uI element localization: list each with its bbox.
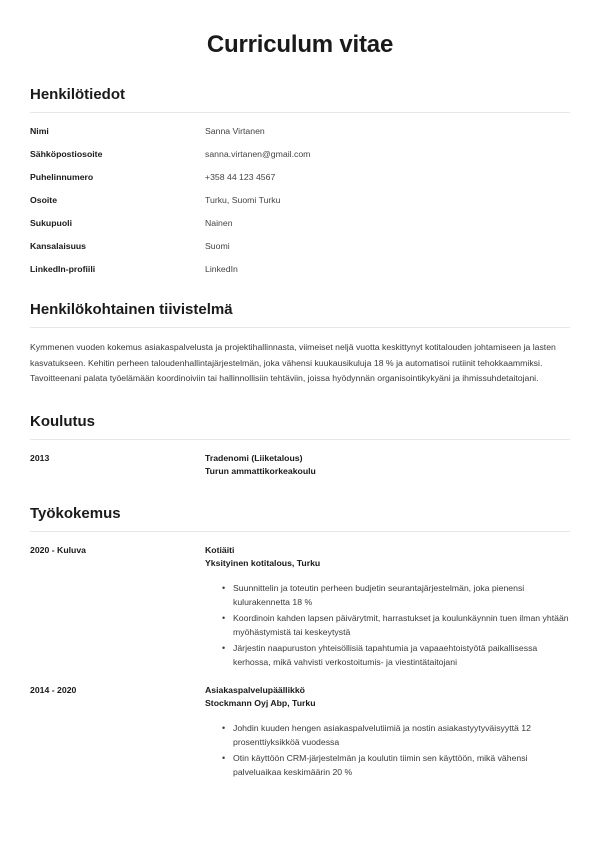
list-item (30, 148, 570, 160)
detail-label: LinkedIn-profiili (30, 264, 96, 274)
list-item (222, 721, 570, 750)
section-personal-details (30, 86, 570, 275)
detail-value: Nainen (205, 218, 233, 228)
bullet-icon: • (222, 722, 226, 733)
education-degree: Tradenomi (Liiketalous) (205, 452, 303, 463)
bullet-text: Johdin kuuden hengen asiakaspalvelutiimiä ja nostin asiakastyytyväisyyttä 12 prosenttiyksikköä vuodessa (233, 722, 531, 747)
experience-employer: Stockmann Oyj Abp, Turku (205, 698, 316, 708)
experience-entry (30, 684, 570, 781)
section-heading-summary: Henkilökohtainen tiivistelmä (30, 301, 233, 318)
education-entry-date: 2013 (30, 452, 50, 463)
detail-value: Turku, Suomi Turku (205, 195, 281, 205)
section-heading-experience: Työkokemus (30, 504, 121, 522)
list-item (30, 263, 570, 275)
summary-paragraph: Kymmenen vuoden kokemus asiakaspalvelusta ja projektihallinnasta, viimeiset neljä vuotta keskittynyt kotitalouden johtamiseen ja lasten kasvatukseen. Kehitin perheen taloudenhallintajärjestelmän, joka vähensi kuukausikuluja 18 % ja automatisoi rutiinit tehokkaammiksi. Tavoitteenani palata työelämään koordinoiviin tai hallinnollisiin tehtäviin, joissa hyödynnän organisointikykyäni ja ihmissuhdetaitojani. (30, 342, 556, 383)
detail-value: +358 44 123 4567 (205, 172, 276, 182)
experience-bullet-list (205, 721, 570, 780)
experience-entry-body (205, 684, 570, 781)
list-item (30, 125, 570, 137)
bullet-icon: • (222, 752, 226, 763)
education-entry-body (205, 452, 570, 479)
personal-details-list (30, 125, 570, 275)
section-education (30, 413, 570, 479)
experience-entry-date: 2014 - 2020 (30, 684, 77, 695)
bullet-icon: • (222, 582, 226, 593)
list-item (222, 611, 570, 640)
education-entry (30, 452, 570, 479)
section-work-experience (30, 505, 570, 781)
section-divider-experience (30, 531, 570, 532)
detail-label: Osoite (30, 195, 58, 205)
experience-entry-date: 2020 - Kuluva (30, 544, 87, 555)
list-item (222, 751, 570, 780)
list-item (222, 581, 570, 610)
list-item (30, 194, 570, 206)
detail-label: Sukupuoli (30, 218, 72, 228)
education-institution: Turun ammattikorkeakoulu (205, 466, 316, 476)
linkedin-profile-value[interactable]: LinkedIn (205, 264, 238, 274)
detail-value: Suomi (205, 241, 230, 251)
experience-role: Kotiäiti (205, 544, 235, 555)
bullet-text: Järjestin naapuruston yhteisöllisiä tapahtumia ja vapaaehtoistyötä paikallisessa kerhossa, mikä vahvisti verkostoitumis- ja viestintätaitojani (233, 642, 538, 667)
page-title: Curriculum vitae (206, 31, 394, 58)
list-item (30, 240, 570, 252)
section-personal-summary (30, 301, 570, 387)
bullet-icon: • (222, 612, 226, 623)
bullet-text: Otin käyttöön CRM-järjestelmän ja koulutin tiimin sen käyttöön, mikä vähensi palveluaikaa keskimäärin 20 % (233, 752, 528, 777)
list-item (222, 641, 570, 670)
section-divider-personal (30, 112, 570, 113)
section-heading-personal-details: Henkilötiedot (30, 86, 126, 103)
section-heading-education: Koulutus (30, 412, 95, 430)
bullet-icon: • (222, 642, 226, 653)
experience-entry (30, 544, 570, 671)
detail-label: Puhelinnumero (30, 172, 94, 182)
experience-employer: Yksityinen kotitalous, Turku (205, 558, 321, 568)
experience-bullet-list (205, 581, 570, 670)
detail-value: Sanna Virtanen (205, 126, 265, 136)
section-divider-education (30, 439, 570, 440)
detail-value: sanna.virtanen@gmail.com (205, 149, 311, 159)
detail-label: Nimi (30, 126, 49, 136)
detail-label: Sähköpostiosoite (30, 149, 103, 159)
bullet-text: Koordinoin kahden lapsen päivärytmit, harrastukset ja koulunkäynnin tuen ilman yhtään myöhästymistä tai keskeytystä (233, 612, 569, 637)
detail-label: Kansalaisuus (30, 241, 87, 251)
experience-role: Asiakaspalvelupäällikkö (205, 684, 305, 695)
bullet-text: Suunnittelin ja toteutin perheen budjetin seurantajärjestelmän, joka pienensi kulurakennetta 18 % (233, 582, 525, 607)
section-divider-summary (30, 327, 570, 328)
list-item (30, 217, 570, 229)
list-item (30, 171, 570, 183)
experience-entry-body (205, 544, 570, 671)
